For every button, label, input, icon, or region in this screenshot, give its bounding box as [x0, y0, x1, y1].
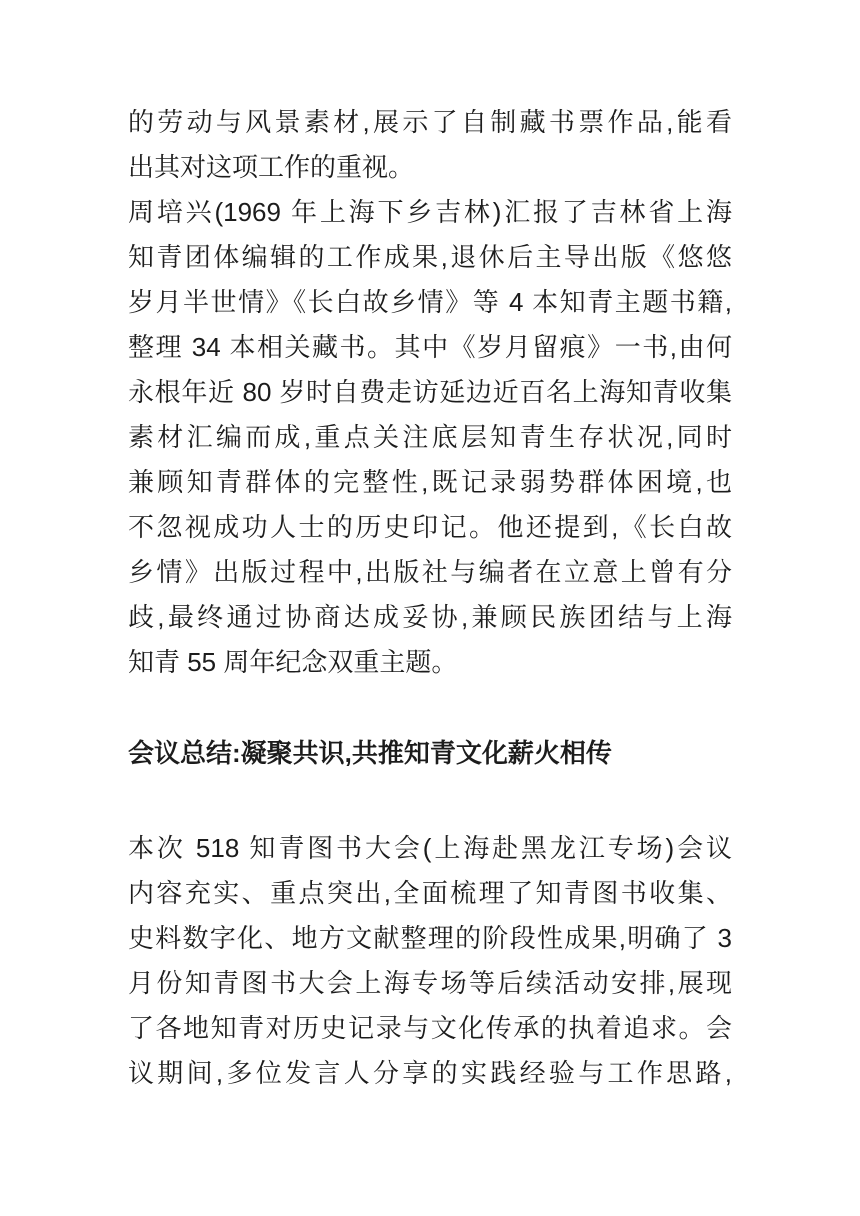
text-line: 的劳动与风景素材,展示了自制藏书票作品,能看	[128, 107, 732, 137]
text-line: 歧,最终通过协商达成妥协,兼顾民族团结与上海	[128, 602, 732, 632]
text-line: 素材汇编而成,重点关注底层知青生存状况,同时	[128, 422, 732, 452]
text-line: 了各地知青对历史记录与文化传承的执着追求。会	[128, 1013, 732, 1043]
text-line: 永根年近 80 岁时自费走访延边近百名上海知青收集	[128, 377, 732, 407]
text-line: 岁月半世情》《长白故乡情》等 4 本知青主题书籍,	[128, 287, 732, 317]
paragraph-zhou-report	[128, 190, 732, 685]
text-line: 史料数字化、地方文献整理的阶段性成果,明确了 3	[128, 923, 732, 953]
text-line: 出其对这项工作的重视。	[128, 152, 415, 182]
text-line: 不忽视成功人士的历史印记。他还提到,《长白故	[128, 512, 732, 542]
text-line: 内容充实、重点突出,全面梳理了知青图书收集、	[128, 878, 732, 908]
text-line: 本次 518 知青图书大会(上海赴黑龙江专场)会议	[128, 833, 732, 863]
section-heading: 会议总结:凝聚共识,共推知青文化薪火相传	[128, 738, 612, 768]
text-line: 知青 55 周年纪念双重主题。	[128, 647, 458, 677]
text-line: 周培兴(1969 年上海下乡吉林)汇报了吉林省上海	[128, 197, 732, 227]
text-line: 乡情》出版过程中,出版社与编者在立意上曾有分	[128, 557, 732, 587]
text-line: 兼顾知青群体的完整性,既记录弱势群体困境,也	[128, 467, 732, 497]
text-line: 月份知青图书大会上海专场等后续活动安排,展现	[128, 968, 732, 998]
text-line: 议期间,多位发言人分享的实践经验与工作思路,	[128, 1058, 732, 1088]
text-line: 整理 34 本相关藏书。其中《岁月留痕》一书,由何	[128, 332, 732, 362]
text-line: 知青团体编辑的工作成果,退休后主导出版《悠悠	[128, 242, 732, 272]
paragraph-continuation	[128, 100, 732, 190]
paragraph-summary	[128, 826, 732, 1096]
